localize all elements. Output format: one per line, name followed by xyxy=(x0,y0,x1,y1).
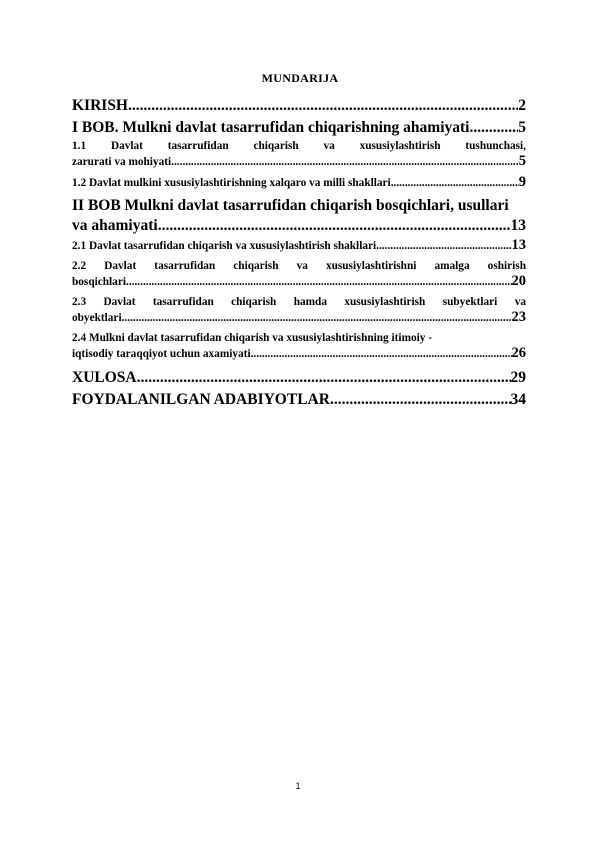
toc-entry-label: KIRISH xyxy=(72,97,128,114)
toc-entry-chapter-2[interactable] xyxy=(72,196,526,236)
toc-page-number: 29 xyxy=(510,369,526,386)
dot-leader xyxy=(330,389,511,410)
toc-page-number: 5 xyxy=(518,119,526,136)
toc-entry-label-line1: 2.4 Mulkni davlat tasarrufidan chiqarish va xususiylashtirishning itimoiy - xyxy=(72,332,432,344)
toc-entry-label-line2: bosqichlari xyxy=(72,276,126,288)
toc-page-number: 23 xyxy=(511,309,526,325)
toc-page-number: 13 xyxy=(511,237,526,253)
dot-leader xyxy=(128,95,518,116)
toc-entry-label: 1.2 Davlat mulkini xususiylashtirishning xalqaro va milli shakllari xyxy=(72,177,391,189)
dot-leader xyxy=(158,216,511,236)
dot-leader xyxy=(122,311,512,326)
dot-leader xyxy=(376,239,511,254)
dot-leader xyxy=(126,275,512,290)
toc-entry-label: XULOSA xyxy=(72,369,137,386)
toc-entry-label-line1: II BOB Mulkni davlat tasarrufidan chiqarish bosqichlari, usullari xyxy=(72,197,509,214)
toc-entry-label-line2: obyektlari xyxy=(72,312,122,324)
toc-entry-label: I BOB. Mulkni davlat tasarrufidan chiqarishning ahamiyati xyxy=(72,119,470,136)
dot-leader xyxy=(137,367,511,388)
toc-page-number: 20 xyxy=(511,273,526,289)
toc-entry-section-2-1[interactable] xyxy=(72,238,526,254)
toc-entry-section-2-3[interactable] xyxy=(72,295,526,326)
toc-entry-chapter-1[interactable] xyxy=(72,117,526,138)
toc-page-number: 9 xyxy=(518,174,526,190)
toc-entry-section-1-2[interactable] xyxy=(72,175,526,191)
toc-entry-xulosa[interactable] xyxy=(72,367,526,388)
toc-entry-bibliography[interactable] xyxy=(72,389,526,410)
toc-entry-label-line1: 1.1 Davlat tasarrufidan chiqarish va xususiylashtirish tushunchasi, xyxy=(72,140,526,152)
dot-leader xyxy=(391,176,519,191)
toc-entry-label-line2: zarurati va mohiyati xyxy=(72,156,172,168)
table-of-contents xyxy=(72,95,526,411)
toc-page-number: 26 xyxy=(511,345,526,361)
toc-entry-label: 2.1 Davlat tasarrufidan chiqarish va xususiylashtirish shakllari xyxy=(72,240,377,252)
dot-leader xyxy=(171,155,519,170)
dot-leader xyxy=(251,347,512,362)
toc-page-number: 5 xyxy=(518,153,526,169)
toc-page-number: 13 xyxy=(510,217,526,234)
toc-entry-section-2-4[interactable] xyxy=(72,331,526,362)
page-number: 1 xyxy=(295,781,301,791)
toc-entry-section-2-2[interactable] xyxy=(72,259,526,290)
toc-entry-label-line2: va ahamiyati xyxy=(72,217,158,234)
toc-entry-label: FOYDALANILGAN ADABIYOTLAR xyxy=(72,391,330,408)
toc-page-number: 2 xyxy=(518,97,526,114)
toc-entry-section-1-1[interactable] xyxy=(72,139,526,170)
toc-page-number: 34 xyxy=(510,391,526,408)
toc-entry-kirish[interactable] xyxy=(72,95,526,116)
toc-title: MUNDARIJA xyxy=(261,71,339,85)
toc-entry-label-line1: 2.2 Davlat tasarrufidan chiqarish va xususiylashtirishni amalga oshirish xyxy=(72,260,526,272)
toc-entry-label-line1: 2.3 Davlat tasarrufidan chiqarish hamda xususiylashtirish subyektlari va xyxy=(72,296,526,308)
dot-leader xyxy=(469,117,518,138)
toc-entry-label-line2: iqtisodiy taraqqiyot uchun axamiyati xyxy=(72,348,251,360)
